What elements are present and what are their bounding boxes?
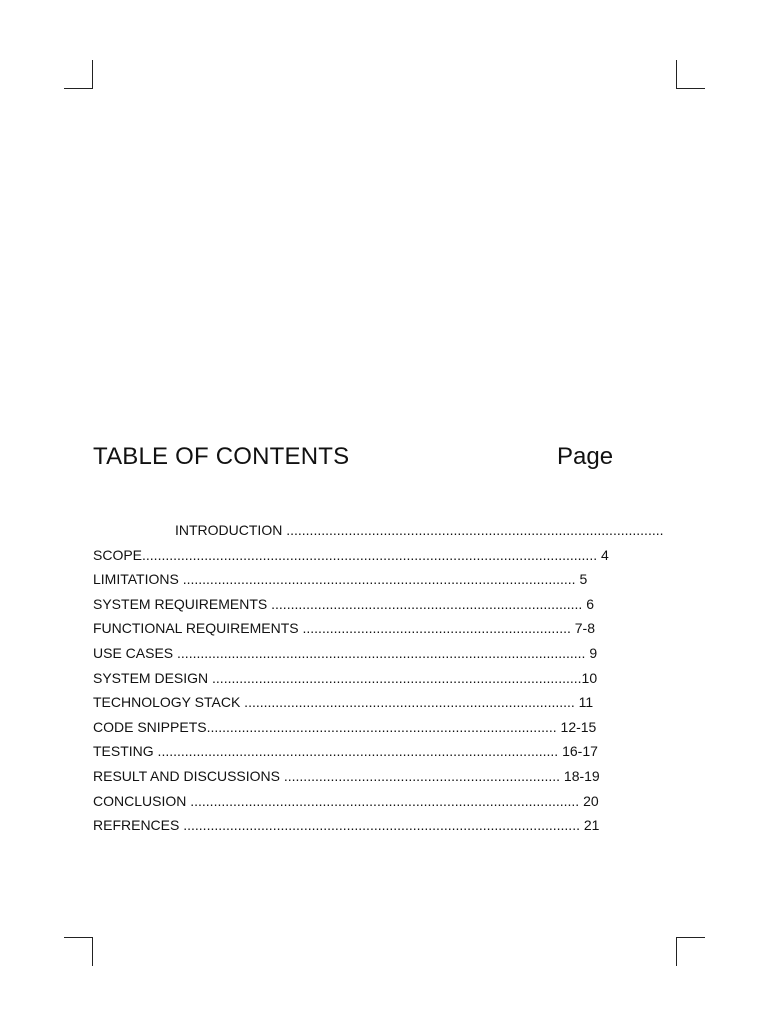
toc-title: TABLE OF CONTENTS: [93, 443, 350, 470]
toc-page-column-header: Page: [557, 443, 614, 470]
crop-mark-bottom-left: [64, 937, 93, 966]
toc-entry-functional-requirements: FUNCTIONAL REQUIREMENTS ..................................................................... 7-8: [93, 620, 596, 637]
toc-entry-testing: TESTING ....................................................................................................... 16-17: [93, 743, 598, 760]
toc-entry-technology-stack: TECHNOLOGY STACK ..................................................................................... 11: [93, 694, 594, 711]
toc-entry-refrences: REFRENCES ...................................................................................................... 21: [93, 817, 600, 834]
toc-entry-introduction: INTRODUCTION .................................................................................................: [175, 522, 664, 538]
toc-entry-conclusion: CONCLUSION .................................................................................................... 20: [93, 792, 599, 809]
toc-entry-code-snippets: CODE SNIPPETS.......................................................................................... 12-15: [93, 718, 597, 735]
toc-entry-system-requirements: SYSTEM REQUIREMENTS ................................................................................ 6: [93, 595, 594, 612]
toc-entry-result-and-discussions: RESULT AND DISCUSSIONS ....................................................................... 18-19: [93, 767, 600, 784]
crop-mark-top-left: [64, 60, 93, 89]
toc-entry-scope: SCOPE..................................................................................................................... 4: [93, 546, 609, 563]
toc-list: [93, 520, 693, 840]
crop-mark-top-right: [676, 60, 705, 89]
toc-entry-system-design: SYSTEM DESIGN ...............................................................................................10: [93, 669, 598, 686]
crop-mark-bottom-right: [676, 937, 705, 966]
toc-entry-use-cases: USE CASES ......................................................................................................... 9: [93, 644, 598, 661]
toc-entry-limitations: LIMITATIONS ..................................................................................................... 5: [93, 571, 588, 588]
